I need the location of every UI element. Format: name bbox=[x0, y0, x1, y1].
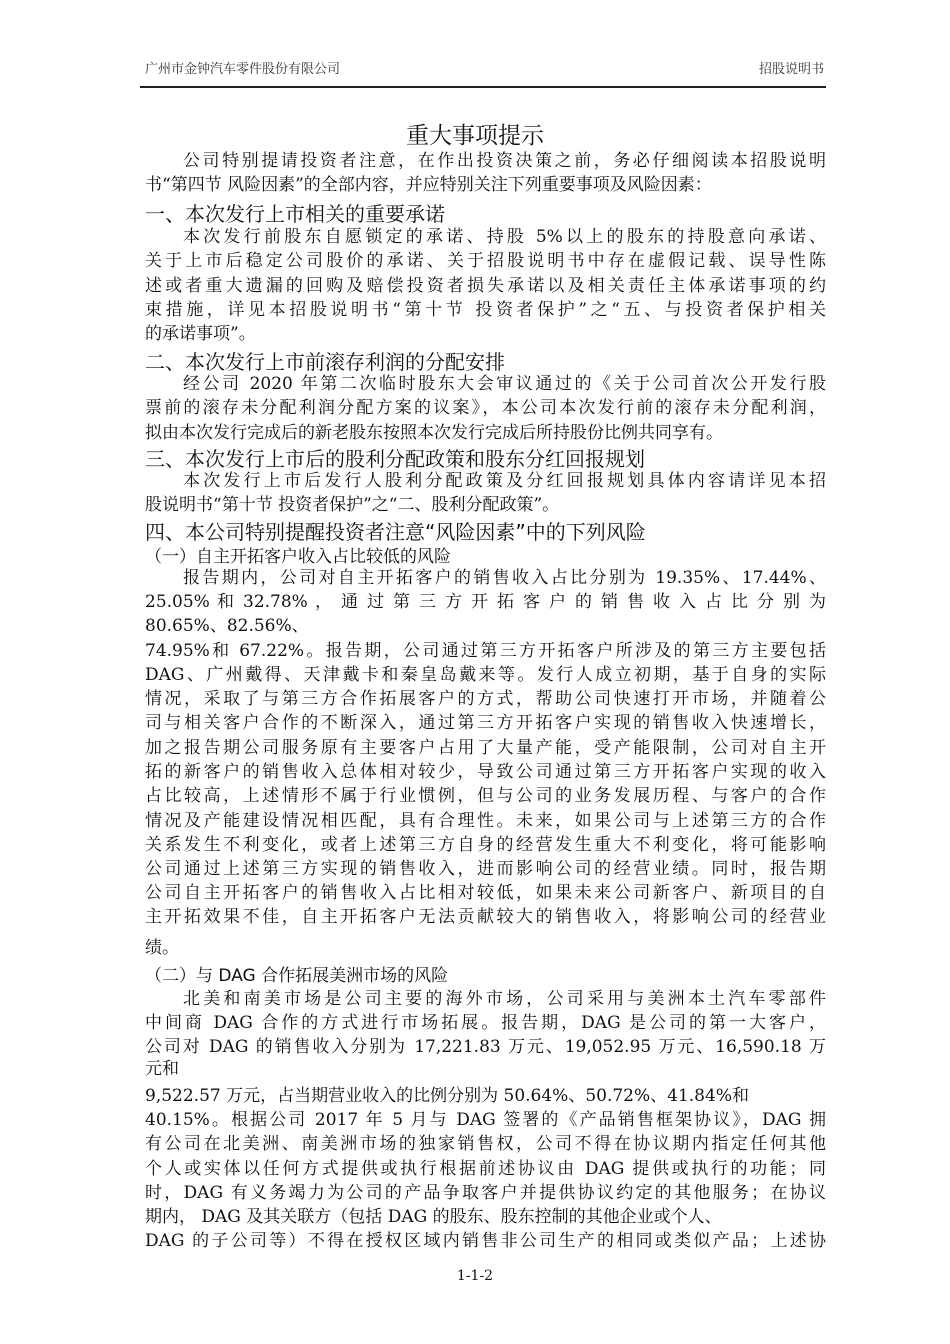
paragraph-line: 期内， DAG 及其关联方（包括 DAG 的股东、股东控制的其他企业或个人、 bbox=[145, 1207, 722, 1227]
page-title: 重大事项提示 bbox=[406, 123, 544, 149]
paragraph-line: 束措施，详见本招股说明书“第十节 投资者保护”之“五、与投资者保护相关 bbox=[145, 300, 826, 320]
paragraph-line: 司与相关客户合作的不断深入，通过第三方开拓客户实现的销售收入快速增长， bbox=[145, 713, 826, 733]
section-heading: 一、本次发行上市相关的重要承诺 bbox=[145, 202, 445, 226]
paragraph-line: 公司对 DAG 的销售收入分别为 17,221.83 万元、19,052.95 万元、16,590.18 万 bbox=[145, 1037, 826, 1057]
section-heading: 四、本公司特别提醒投资者注意“风险因素”中的下列风险 bbox=[145, 520, 646, 544]
paragraph-line: 述或者重大遗漏的回购及赔偿投资者损失承诺以及相关责任主体承诺事项的约 bbox=[145, 276, 826, 296]
paragraph-line: 关系发生不利变化，或者上述第三方自身的经营发生重大不利变化，将可能影响 bbox=[145, 835, 826, 855]
section-heading: 三、本次发行上市后的股利分配政策和股东分红回报规划 bbox=[145, 447, 645, 471]
paragraph-line: 主开拓效果不佳，自主开拓客户无法贡献较大的销售收入，将影响公司的经营业 bbox=[145, 907, 826, 927]
paragraph-line: 本次发行前股东自愿锁定的承诺、持股 5%以上的股东的持股意向承诺、 bbox=[183, 227, 826, 247]
paragraph-line: 情况及产能建设情况相匹配，具有合理性。未来，如果公司与上述第三方的合作 bbox=[145, 811, 826, 831]
paragraph-line: 绩。 bbox=[145, 938, 179, 958]
subsection-heading: （一）自主开拓客户收入占比较低的风险 bbox=[145, 547, 451, 567]
paragraph-line: DAG、广州戴得、天津戴卡和秦皇岛戴来等。发行人成立初期，基于自身的实际 bbox=[145, 665, 826, 685]
paragraph-line: 元和 bbox=[145, 1059, 179, 1079]
paragraph-line: 74.95%和 67.22%。报告期，公司通过第三方开拓客户所涉及的第三方主要包括 bbox=[145, 641, 826, 661]
subsection-heading: （二）与 DAG 合作拓展美洲市场的风险 bbox=[145, 966, 449, 986]
paragraph-line: 经公司 2020 年第二次临时股东大会审议通过的《关于公司首次公开发行股 bbox=[183, 374, 826, 394]
paragraph-line: 40.15%。根据公司 2017 年 5 月与 DAG 签署的《产品销售框架协议》，DAG 拥 bbox=[145, 1110, 826, 1130]
paragraph-line: 票前的滚存未分配利润分配方案的议案》，本公司本次发行前的滚存未分配利润， bbox=[145, 398, 826, 418]
paragraph-line: 公司特别提请投资者注意，在作出投资决策之前，务必仔细阅读本招股说明 bbox=[183, 151, 826, 171]
paragraph-line: 拟由本次发行完成后的新老股东按照本次发行完成后所持股份比例共同享有。 bbox=[145, 423, 723, 443]
paragraph-line: 25.05% 和 32.78% ， 通 过 第 三 方 开 拓 客 户 的 销 售 收 入 占 比 分 别 为 bbox=[145, 592, 826, 612]
paragraph-line: 公司自主开拓客户的销售收入占比相对较低，如果未来公司新客户、新项目的自 bbox=[145, 883, 826, 903]
header-company: 广州市金钟汽车零件股份有限公司 bbox=[145, 62, 341, 77]
page-number: 1-1-2 bbox=[456, 1268, 494, 1284]
paragraph-line: 占比较高，上述情形不属于行业惯例，但与公司的业务发展历程、与客户的合作 bbox=[145, 786, 826, 806]
header-rule bbox=[140, 86, 826, 88]
paragraph-line: 80.65%、82.56%、 bbox=[145, 616, 309, 636]
paragraph-line: 时，DAG 有义务竭力为公司的产品争取客户并提供协议约定的其他服务；在协议 bbox=[145, 1183, 826, 1203]
section-heading: 二、本次发行上市前滚存利润的分配安排 bbox=[145, 350, 505, 374]
paragraph-line: 本次发行上市后发行人股利分配政策及分红回报规划具体内容请详见本招 bbox=[183, 471, 826, 491]
paragraph-line: 公司通过上述第三方实现的销售收入，进而影响公司的经营业绩。同时，报告期 bbox=[145, 859, 826, 879]
paragraph-line: 情况，采取了与第三方合作拓展客户的方式，帮助公司快速打开市场，并随着公 bbox=[145, 689, 826, 709]
paragraph-line: 中间商 DAG 合作的方式进行市场拓展。报告期，DAG 是公司的第一大客户， bbox=[145, 1013, 826, 1033]
paragraph-line: 有公司在北美洲、南美洲市场的独家销售权，公司不得在协议期内指定任何其他 bbox=[145, 1134, 826, 1154]
paragraph-line: 拓的新客户的销售收入总体相对较少，导致公司通过第三方开拓客户实现的收入 bbox=[145, 762, 826, 782]
paragraph-line: 报告期内，公司对自主开拓客户的销售收入占比分别为 19.35%、17.44%、 bbox=[183, 568, 826, 588]
paragraph-line: 书“第四节 风险因素”的全部内容，并应特别关注下列重要事项及风险因素： bbox=[145, 175, 712, 195]
paragraph-line: 加之报告期公司服务原有主要客户占用了大量产能，受产能限制，公司对自主开 bbox=[145, 738, 826, 758]
paragraph-line: 关于上市后稳定公司股价的承诺、关于招股说明书中存在虚假记载、误导性陈 bbox=[145, 251, 826, 271]
paragraph-line: 9,522.57 万元，占当期营业收入的比例分别为 50.64%、50.72%、41.84%和 bbox=[145, 1086, 749, 1106]
paragraph-line: 个人或实体以任何方式提供或执行根据前述协议由 DAG 提供或执行的功能；同 bbox=[145, 1159, 826, 1179]
header-doc-type: 招股说明书 bbox=[758, 62, 824, 77]
paragraph-line: 的承诺事项”。 bbox=[145, 324, 256, 344]
paragraph-line: DAG 的子公司等）不得在授权区域内销售非公司生产的相同或类似产品；上述协 bbox=[145, 1231, 826, 1251]
paragraph-line: 股说明书“第十节 投资者保护”之“二、股利分配政策”。 bbox=[145, 495, 560, 515]
paragraph-line: 北美和南美市场是公司主要的海外市场，公司采用与美洲本土汽车零部件 bbox=[183, 989, 826, 1009]
